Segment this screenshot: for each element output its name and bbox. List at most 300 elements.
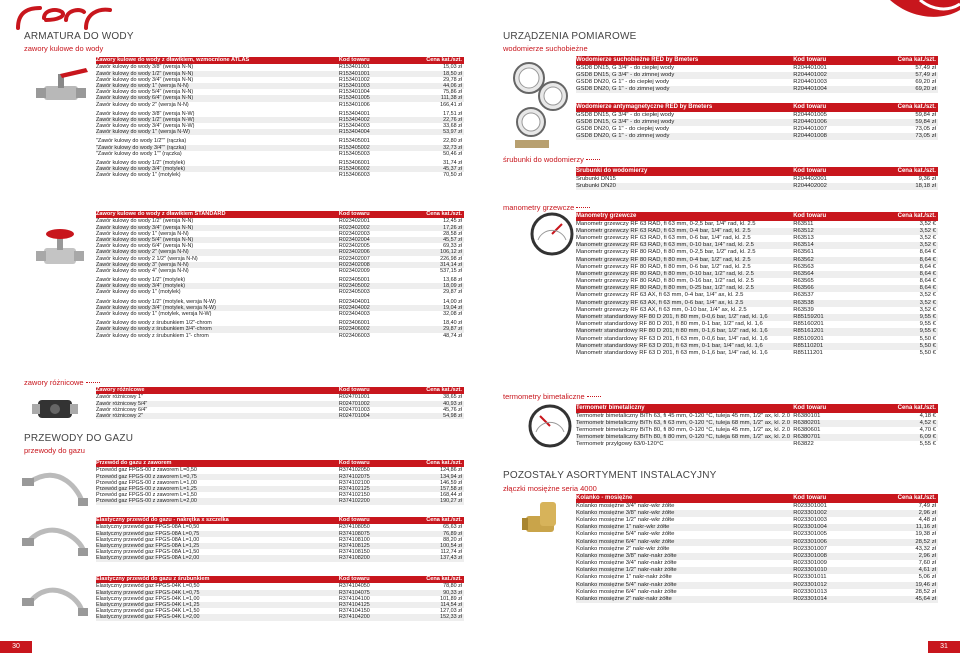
product-price: 8,64 € (919, 256, 936, 263)
table-row (96, 268, 464, 274)
table-row (576, 413, 938, 420)
product-name: Kolanko mosiężne 5/4" nakr-wkr żółte (576, 531, 675, 538)
table-row (576, 582, 938, 589)
corner-decoration (870, 0, 960, 40)
product-name: Kolanko mosiężne 1" nakr-wkr żółte (576, 524, 670, 531)
table-row (576, 427, 938, 434)
header-name: Zawory różnicowe (96, 387, 145, 393)
product-price: 106,12 zł (440, 249, 462, 256)
product-price: 112,74 zł (440, 549, 462, 556)
table-row (576, 264, 938, 271)
product-price: 137,43 zł (440, 555, 462, 562)
header-name: Kolanko - mosiężne (576, 495, 633, 501)
product-price: 2,96 zł (918, 509, 936, 516)
product-name: Zawór kulowy do wody 1" (motylek) (96, 289, 181, 296)
product-price: 3,52 € (919, 220, 936, 227)
product-price: 314,14 zł (440, 261, 462, 268)
table-row (576, 221, 938, 228)
product-name: Elastyczny przewód gaz FPGS-04K L=0,75 (96, 589, 200, 596)
table-header (96, 387, 464, 394)
product-name: Zawór kulowy do wody 3/4" (wersja N-N) (96, 76, 194, 83)
product-name: Przewód gaz FPGS-00 z zaworem L=0,75 (96, 473, 197, 480)
product-price: 69,20 zł (915, 86, 936, 93)
product-code: R023404001 (338, 298, 370, 305)
product-price: 7,49 zł (918, 502, 936, 509)
product-name: Zawór kulowy do wody 3/4" (wersja N-N) (96, 224, 194, 231)
ball-valve-red-handle-image (30, 62, 90, 104)
product-name: GSD8 DN20, G 1" - do ciepłej wody (576, 125, 670, 132)
left-subtitle-2: przewody do gazu (24, 446, 85, 455)
table-header (96, 211, 464, 218)
product-code: R6380701 (793, 434, 821, 441)
product-name: Manometr grzewczy RF 63 AX, fi 63 mm, 0-6 bar, 1/4" ax, kl. 2.5 (576, 299, 744, 306)
product-name: GSD8 DN15, G 3/4" - do zimnej wody (576, 71, 675, 78)
product-name: Termometr bimetaliczny BiTh 80, fi 80 mm, 0-120 °C, tuleja 45 mm, 1/2" ax, kl. 2.0 (576, 426, 790, 433)
product-price: 45,76 zł (443, 406, 462, 413)
product-name: Kolanko mosiężne 3/4" nakr-nakr żółte (576, 560, 677, 567)
product-price: 31,74 zł (443, 160, 462, 167)
product-name: Elastyczny przewód gaz FPGS-04K L=1,50 (96, 608, 200, 615)
table-przewod-gaz-srubunek (96, 576, 464, 621)
header-code: Kod towaru (338, 211, 370, 217)
header-code: Kod towaru (338, 57, 370, 63)
product-price: 7,60 zł (918, 560, 936, 567)
product-price: 54,98 zł (443, 412, 462, 419)
table-row (576, 79, 938, 86)
product-price: 3,52 € (919, 242, 936, 249)
table-row (576, 560, 938, 567)
table-row (96, 129, 464, 135)
product-code: R023404002 (338, 304, 370, 311)
table-row (576, 126, 938, 133)
product-price: 4,70 € (919, 426, 936, 433)
product-name: GSD8 DN20, G 1" - do zimnej wody (576, 133, 670, 140)
product-price: 18,50 zł (443, 70, 462, 77)
product-price: 190,27 zł (440, 498, 462, 505)
page-number-right: 31 (928, 641, 960, 653)
product-price: 12,45 zł (443, 218, 462, 225)
product-name: Kolanko mosiężne 6/4" nakr-nakr żółte (576, 588, 677, 595)
table-row (576, 420, 938, 427)
table-row (576, 321, 938, 328)
product-price: 45,64 zł (915, 596, 936, 603)
table-header (576, 103, 938, 112)
product-name: Elastyczny przewód gaz FPGS-04K L=1,00 (96, 595, 200, 602)
product-price: 8,64 € (919, 278, 936, 285)
product-price: 45,37 zł (443, 166, 462, 173)
product-price: 3,52 € (919, 227, 936, 234)
table-row (576, 242, 938, 249)
header-price: Cena kat./szt. (897, 57, 936, 63)
product-name: Termometr przylgowy 63/0-120°C (576, 441, 664, 448)
product-code: R374104075 (338, 589, 370, 596)
product-price: 168,44 zł (440, 492, 462, 499)
product-code: R153401005 (338, 95, 370, 102)
product-name: Zawór kulowy do wody 1" (motylek) (96, 172, 181, 179)
table-header (96, 576, 464, 583)
product-name: Zawór kulowy do wody 1" (motylek, wersja N-W) (96, 311, 212, 318)
header-name: Wodomierze suchobieżne RED by Bmeters (576, 57, 699, 63)
product-name: Manometr grzewczy RF 80 RAD, fi 80 mm, 0-25 bar, 1/2" rad, kl. 2.5 (576, 285, 754, 292)
table-przewod-gaz-zawor (96, 460, 464, 505)
product-name: Zawór kulowy do wody 6/4" (wersja N-N) (96, 243, 194, 250)
page-number-left: 30 (0, 641, 32, 653)
table-row (576, 314, 938, 321)
table-row (576, 596, 938, 603)
product-code: R63566 (793, 285, 814, 292)
header-price: Cena kat./szt. (426, 387, 462, 393)
header-price: Cena kat./szt. (426, 517, 462, 523)
product-price: 29,87 zł (443, 326, 462, 333)
header-price: Cena kat./szt. (897, 104, 936, 110)
product-price: 59,84 zł (915, 118, 936, 125)
product-code: R153401001 (338, 64, 370, 71)
product-name: Kolanko mosiężne 3/8" nakr-nakr żółte (576, 552, 677, 559)
table-srubunki (576, 167, 938, 190)
product-name: Zawór kulowy do wody 2" (wersja N-N) (96, 101, 189, 108)
table-row (576, 434, 938, 441)
table-row (96, 102, 464, 108)
product-code: R023301011 (793, 574, 827, 581)
product-code: R023301003 (793, 516, 827, 523)
header-code: Kod towaru (793, 57, 827, 63)
product-price: 29,78 zł (443, 76, 462, 83)
product-code: R023402002 (338, 224, 370, 231)
product-price: 69,33 zł (443, 243, 462, 250)
table-row (576, 328, 938, 335)
product-name: Manometr grzewczy RF 80 RAD, fi 80 mm, 0-16 bar, 1/2" rad, kl. 2.5 (576, 278, 754, 285)
product-code: R374108200 (338, 555, 370, 562)
table-row (96, 498, 464, 504)
product-price: 4,61 zł (918, 567, 936, 574)
product-name: Kolanko mosiężne 1/2" nakr-nakr żółte (576, 567, 677, 574)
product-name: Manometr grzewczy RF 63 RAD, fi 63 mm, 0-4 bar, 1/4" rad, kl. 2.5 (576, 227, 751, 234)
product-name: Zawór kulowy do wody 1" (wersja N-N) (96, 230, 189, 237)
header-name: Elastyczny przewód do gazu z śrubunkiem (96, 576, 210, 582)
header-code: Kod towaru (793, 405, 827, 411)
product-price: 9,36 zł (918, 175, 936, 182)
product-code: R023301005 (793, 531, 827, 538)
header-name: Termometr bimetaliczny (576, 405, 645, 411)
table-row (576, 176, 938, 183)
product-price: 5,06 zł (918, 574, 936, 581)
product-code: R374104125 (338, 601, 370, 608)
table-row (576, 271, 938, 278)
header-name: Zawory kulowe do wody z dławikiem STANDARD (96, 211, 226, 217)
product-name: Przewód gaz FPGS-00 z zaworem L=0,50 (96, 467, 197, 474)
product-price: 73,05 zł (915, 133, 936, 140)
header-code: Kod towaru (793, 495, 827, 501)
table-row (96, 289, 464, 295)
product-price: 19,04 zł (443, 304, 462, 311)
product-name: Manometr standardowy RF 80 D 201, fi 80 mm, 0-1,6 bar, 1/2" rad, kl. 1,6 (576, 328, 768, 335)
table-przewod-gaz-nakretka (96, 517, 464, 562)
product-name: Manometr standardowy RF 63 D 201, fi 63 mm, 0-0,6 bar, 1/4" rad, kl. 1,6 (576, 335, 768, 342)
table-row (576, 441, 938, 448)
header-code: Kod towaru (793, 213, 827, 219)
product-name: GSD8 DN20, G 1" - do zimnej wody (576, 86, 670, 93)
product-code: R153404001 (338, 110, 370, 117)
product-name: Zawór kulowy do wody 4" (wersja N-N) (96, 267, 189, 274)
product-name: Termometr bimetaliczny BiTh 63, fi 63 mm, 0-120 °C, tuleja 68 mm, 1/2" ax, kl. 2.0 (576, 419, 790, 426)
product-name: Elastyczny przewód gaz FPGS-08A L=0,75 (96, 530, 200, 537)
product-price: 22,76 zł (443, 116, 462, 123)
product-code: R023301013 (793, 588, 827, 595)
table-row (576, 292, 938, 299)
product-code: R374102150 (338, 492, 370, 499)
product-code: R024701002 (338, 400, 370, 407)
product-price: 5,55 € (919, 441, 936, 448)
product-code: R374102200 (338, 498, 370, 505)
product-price: 43,32 zł (915, 545, 936, 552)
brass-elbow-image (520, 496, 570, 546)
product-price: 22,80 zł (443, 138, 462, 145)
table-row (576, 300, 938, 307)
table-row (576, 235, 938, 242)
table-row (576, 257, 938, 264)
product-code: R85160201 (793, 321, 824, 328)
product-code: R374108125 (338, 542, 370, 549)
product-code: R023301014 (793, 596, 827, 603)
product-name: "Zawór kulowy do wody 1/2"" (rączka) (96, 138, 187, 145)
header-name: Zawory kulowe do wody z dławikiem, wzmocnione ATLAS (96, 57, 250, 63)
product-name: Elastyczny przewód gaz FPGS-08A L=1,25 (96, 542, 200, 549)
product-price: 90,33 zł (443, 589, 462, 596)
product-price: 38,65 zł (443, 394, 462, 401)
product-name: Zawór kulowy do wody 2 1/2" (wersja N-N) (96, 255, 198, 262)
product-code: R153401004 (338, 89, 370, 96)
header-code: Kod towaru (793, 168, 827, 174)
product-name: Zawór kulowy do wody 3/4" (motylek) (96, 166, 186, 173)
product-code: R023301004 (793, 524, 827, 531)
product-name: Kolanko mosiężne 1" nakr-nakr żółte (576, 574, 672, 581)
thermometer-image (528, 404, 572, 448)
label-srubunki: śrubunki do wodomierzy (503, 155, 600, 164)
product-code: R153401006 (338, 101, 370, 108)
label-manometry: manometry grzewcze (503, 203, 590, 212)
product-price: 166,41 zł (440, 101, 462, 108)
product-name: Kolanko mosiężne 3/4" nakr-wkr żółte (576, 502, 675, 509)
table-row (576, 336, 938, 343)
product-price: 4,18 € (919, 412, 936, 419)
product-code: R374104150 (338, 608, 370, 615)
product-name: Śrubunki DN15 (576, 175, 616, 182)
gas-hose-images (20, 462, 94, 642)
table-row (96, 614, 464, 620)
product-price: 75,86 zł (443, 89, 462, 96)
product-code: R023402003 (338, 230, 370, 237)
right-subtitle: wodomierze suchobieżne (503, 44, 588, 53)
product-price: 70,50 zł (443, 172, 462, 179)
product-name: Zawór kulowy do wody 1/2" (motylek, wersja N-W) (96, 298, 216, 305)
product-price: 134,94 zł (440, 473, 462, 480)
product-code: R204401002 (793, 71, 827, 78)
product-price: 5,50 € (919, 342, 936, 349)
product-name: Kolanko mosiężne 6/4" nakr-wkr żółte (576, 538, 675, 545)
table-kolanka (576, 494, 938, 603)
product-name: Zawór kulowy do wody 1/2" (motylek) (96, 160, 186, 167)
product-code: R85159201 (793, 314, 824, 321)
product-price: 17,26 zł (443, 224, 462, 231)
table-row (576, 307, 938, 314)
product-code: R024701001 (338, 394, 370, 401)
product-price: 19,46 zł (915, 581, 936, 588)
product-code: R63539 (793, 306, 814, 313)
product-price: 88,20 zł (443, 536, 462, 543)
differential-valve-image (30, 388, 80, 428)
product-code: R023402006 (338, 249, 370, 256)
product-name: Zawór kulowy do wody z śrubunkiem 3/4"-chrom (96, 326, 212, 333)
product-price: 76,89 zł (443, 530, 462, 537)
header-code: Kod towaru (338, 387, 370, 393)
product-price: 157,58 zł (440, 485, 462, 492)
product-name: Manometr grzewczy RF 80 RAD, fi 80 mm, 0-2,5 bar, 1/2" rad, kl. 2.5 (576, 249, 756, 256)
product-name: GSD8 DN15, G 3/4" - do ciepłej wody (576, 111, 675, 118)
product-price: 4,48 zł (918, 516, 936, 523)
product-name: Elastyczny przewód gaz FPGS-08A L=2,00 (96, 555, 200, 562)
table-row (96, 172, 464, 178)
product-code: R153406001 (338, 160, 370, 167)
table-row (576, 228, 938, 235)
product-name: Manometr grzewczy RF 63 RAD, fi 63 mm, 0-10 bar, 1/4" rad, kl. 2.5 (576, 242, 754, 249)
product-price: 18,09 zł (443, 283, 462, 290)
header-price: Cena kat./szt. (426, 57, 462, 63)
product-code: R023402009 (338, 267, 370, 274)
product-name: Elastyczny przewód gaz FPGS-08A L=1,00 (96, 536, 200, 543)
product-price: 9,55 € (919, 321, 936, 328)
product-price: 33,68 zł (443, 123, 462, 130)
table-row (576, 574, 938, 581)
product-code: R204402001 (793, 175, 827, 182)
table-row (576, 278, 938, 285)
product-name: Manometr grzewczy RF 80 RAD, fi 80 mm, 0-10 bar, 1/2" rad, kl. 2.5 (576, 270, 754, 277)
product-code: R374108075 (338, 530, 370, 537)
table-header (96, 517, 464, 524)
product-name: Zawór kulowy do wody 5/4" (wersja N-N) (96, 236, 194, 243)
product-price: 14,00 zł (443, 298, 462, 305)
product-price: 3,52 € (919, 292, 936, 299)
product-code: R374102125 (338, 485, 370, 492)
product-price: 8,64 € (919, 249, 936, 256)
product-name: Zawór kulowy do wody 2" (wersja N-N) (96, 249, 189, 256)
product-name: GSD8 DN20, G 1" - do ciepłej wody (576, 78, 670, 85)
table-row (576, 119, 938, 126)
table-row (576, 524, 938, 531)
product-code: R85111201 (793, 349, 823, 356)
product-name: GSD8 DN15, G 3/4" - do zimnej wody (576, 118, 675, 125)
header-price: Cena kat./szt. (897, 495, 936, 501)
product-code: R023402007 (338, 255, 370, 262)
product-code: R023402008 (338, 261, 370, 268)
product-code: R204401008 (793, 133, 827, 140)
product-price: 101,89 zł (440, 595, 462, 602)
product-name: Śrubunki DN20 (576, 182, 616, 189)
table-row (576, 539, 938, 546)
product-price: 5,50 € (919, 335, 936, 342)
product-price: 100,54 zł (440, 542, 462, 549)
ball-valve-butterfly-image (30, 222, 90, 272)
product-code: R023405003 (338, 289, 370, 296)
product-price: 32,73 zł (443, 144, 462, 151)
table-termometry (576, 404, 938, 449)
table-row (96, 413, 464, 419)
product-code: R63562 (793, 256, 814, 263)
product-price: 6,09 € (919, 434, 936, 441)
product-price: 57,49 zł (915, 71, 936, 78)
product-price: 3,52 € (919, 234, 936, 241)
product-price: 2,96 zł (918, 552, 936, 559)
product-name: Zawór kulowy do wody 3/4" (wersja N-W) (96, 123, 195, 130)
product-name: Kolanko mosiężne 2" nakr-wkr żółte (576, 545, 670, 552)
product-name: Zawór kulowy do wody 1/2" (motylek) (96, 277, 186, 284)
product-name: Elastyczny przewód gaz FPGS-08A L=1,50 (96, 549, 200, 556)
table-row (96, 555, 464, 561)
product-name: Zawór kulowy do wody 6/4" (wersja N-N) (96, 95, 194, 102)
product-code: R153401002 (338, 76, 370, 83)
product-price: 57,49 zł (915, 64, 936, 71)
table-wodomierze-suchobiezne (576, 56, 938, 93)
product-price: 146,59 zł (440, 479, 462, 486)
table-row (576, 183, 938, 190)
table-row (576, 553, 938, 560)
product-price: 3,52 € (919, 299, 936, 306)
product-name: Zawór kulowy do wody 3/8" (wersja N-W) (96, 110, 195, 117)
product-code: R153405001 (338, 138, 370, 145)
product-name: "Zawór kulowy do wody 3/4"" (rączka) (96, 144, 187, 151)
product-name: Elastyczny przewód gaz FPGS-08A L=0,50 (96, 524, 200, 531)
table-header (576, 494, 938, 503)
product-price: 28,52 zł (915, 588, 936, 595)
product-code: R023405002 (338, 283, 370, 290)
label-zawory-roznicowe: zawory różnicowe (24, 378, 100, 387)
table-row (576, 503, 938, 510)
product-code: R374108150 (338, 549, 370, 556)
product-price: 50,46 zł (443, 150, 462, 157)
product-name: Termometr bimetaliczny BiTh 80, fi 80 mm, 0-120 °C, tuleja 68 mm, 1/2" ax, kl. 2.0 (576, 434, 790, 441)
product-price: 9,55 € (919, 314, 936, 321)
red-logo (14, 4, 114, 30)
header-name: Manometry grzewcze (576, 213, 637, 219)
product-code: R374104050 (338, 583, 370, 590)
product-code: R204401007 (793, 125, 827, 132)
product-name: Manometr standardowy RF 80 D 201, fi 80 mm, 0-1 bar, 1/2" rad, kl. 1,6 (576, 321, 763, 328)
table-header (576, 212, 938, 221)
product-name: Termometr bimetaliczny BiTh 63, fi 45 mm, 0-120 °C, tuleja 45 mm, 1/2" ax, kl. 2.0 (576, 412, 790, 419)
product-name: Przewód gaz FPGS-00 z zaworem L=2,00 (96, 498, 197, 505)
product-code: R023301002 (793, 509, 827, 516)
product-code: R63565 (793, 278, 814, 285)
header-code: Kod towaru (338, 576, 370, 582)
product-code: R63514 (793, 242, 814, 249)
product-name: Zawór różnicowy 5/4" (96, 400, 148, 407)
product-code: R153405003 (338, 150, 370, 157)
product-code: R023406002 (338, 326, 370, 333)
product-price: 45,57 zł (443, 236, 462, 243)
product-price: 15,03 zł (443, 64, 462, 71)
product-code: R023301006 (793, 538, 827, 545)
table-row (576, 343, 938, 350)
product-name: Przewód gaz FPGS-00 z zaworem L=1,50 (96, 492, 197, 499)
product-name: Manometr grzewczy RF 63 AX, fi 63 mm, 0-4 bar, 1/4" ax, kl. 2.5 (576, 292, 744, 299)
product-name: Manometr standardowy RF 63 D 201, fi 63 mm, 0-1,6 bar, 1/4" rad, kl. 1,6 (576, 349, 768, 356)
product-code: R153406002 (338, 166, 370, 173)
product-code: R023402001 (338, 218, 370, 225)
product-name: Manometr grzewczy RF 63 AX, fi 63 mm, 0-10 bar, 1/4" ax, kl. 2.5 (576, 306, 747, 313)
product-name: Zawór różnicowy 6/4" (96, 406, 148, 413)
product-price: 48,74 zł (443, 332, 462, 339)
product-name: Kolanko mosiężne 5/4" nakr-nakr żółte (576, 581, 677, 588)
table-zawory-roznicowe (96, 387, 464, 419)
